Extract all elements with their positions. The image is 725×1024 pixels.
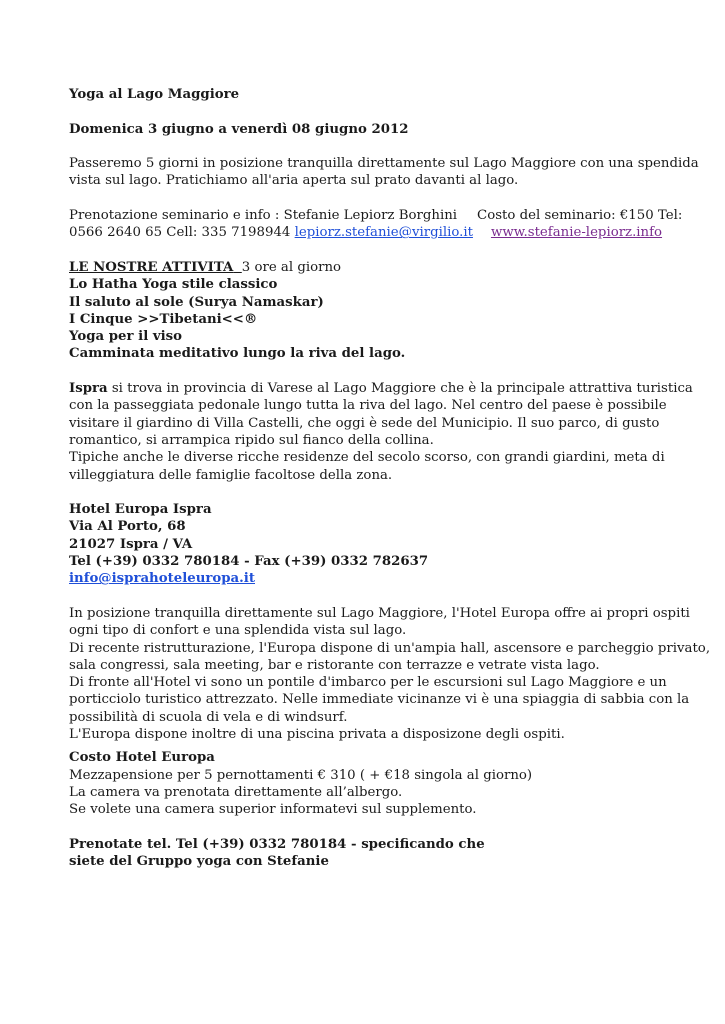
ispra-line: villeggiatura delle famiglie facoltose della zona. [69, 467, 393, 483]
ispra-line: con la passeggiata pedonale lungo tutta la riva del lago. Nel centro del paese è possibile [69, 398, 667, 414]
ispra-line: visitare il giardino di Villa Castelli, che oggi è sede del Municipio. Il suo parco, di gusto [69, 415, 660, 431]
booking-phones: 0566 2640 65 Cell: 335 7198944 [69, 225, 291, 241]
hotel-street: Via Al Porto, 68 [69, 519, 186, 535]
hotel-description-line: Di fronte all'Hotel vi sono un pontile d'imbarco per le escursioni sul Lago Maggiore e un [69, 675, 667, 691]
hotel-name: Hotel Europa Ispra [69, 502, 212, 518]
hotel-description-line: sala congressi, sala meeting, bar e ristorante con terrazze e vetrate vista lago. [69, 657, 600, 673]
closing-line: siete del Gruppo yoga con Stefanie [69, 854, 329, 870]
cost-line: Se volete una camera superior informatevi sul supplemento. [69, 802, 477, 818]
cost-heading: Costo Hotel Europa [69, 750, 215, 766]
activities-hours: 3 ore al giorno [241, 259, 342, 275]
cost-line: Mezzapensione per 5 pernottamenti € 310 ( + €18 singola al giorno) [69, 767, 533, 783]
activities-heading-line [69, 259, 669, 276]
activity-item: Il saluto al sole (Surya Namaskar) [69, 294, 324, 310]
intro-line: vista sul lago. Pratichiamo all'aria aperta sul prato davanti al lago. [69, 173, 519, 189]
hotel-city: 21027 Ispra / VA [69, 536, 193, 552]
ispra-text: si trova in provincia di Varese al Lago Maggiore che è la principale attrattiva turistica [107, 381, 693, 397]
ispra-name: Ispra [69, 381, 108, 397]
activity-item: Lo Hatha Yoga stile classico [69, 277, 278, 293]
activities-heading: LE NOSTRE ATTIVITA [69, 259, 234, 275]
ispra-line: romantico, si arrampica ripido sul fianco della collina. [69, 432, 434, 448]
booking-contact: Prenotazione seminario e info : Stefanie Lepiorz Borghini [69, 208, 458, 224]
booking-line-2 [69, 224, 669, 241]
hotel-email-link[interactable]: info@isprahoteleuropa.it [69, 571, 255, 587]
cost-line: La camera va prenotata direttamente all’albergo. [69, 784, 403, 800]
document-title: Yoga al Lago Maggiore [69, 87, 240, 102]
closing-line: Prenotate tel. Tel (+39) 0332 780184 - specificando che [69, 836, 485, 852]
intro-line: Passeremo 5 giorni in posizione tranquilla direttamente sul Lago Maggiore con una spendida [69, 156, 699, 172]
hotel-description-line: Di recente ristrutturazione, l'Europa dispone di un'ampia hall, ascensore e parcheggio privato, [69, 640, 711, 656]
hotel-description-line: ogni tipo di confort e una splendida vista sul lago. [69, 623, 407, 639]
document-page [69, 86, 711, 870]
hotel-description-line: porticciolo turistico attrezzato. Nelle immediate vicinanze vi è una spiaggia di sabbia con la [69, 692, 690, 708]
activity-item: I Cinque >>Tibetani<<® [69, 311, 258, 327]
seminar-cost: Costo del seminario: €150 Tel: [477, 208, 683, 224]
hotel-phone: Tel (+39) 0332 780184 - Fax (+39) 0332 782637 [69, 554, 429, 570]
activity-item: Camminata meditativo lungo la riva del lago. [69, 346, 406, 362]
hotel-description-line: In posizione tranquilla direttamente sul Lago Maggiore, l'Hotel Europa offre ai propri ospiti [69, 605, 690, 621]
website-link[interactable]: www.stefanie-lepiorz.info [490, 225, 663, 241]
ispra-line: Tipiche anche le diverse ricche residenze del secolo scorso, con grandi giardini, meta di [69, 450, 665, 466]
activity-item: Yoga per il viso [69, 329, 183, 345]
hotel-description-line: possibilità di scuola di vela e di windsurf. [69, 709, 348, 725]
ispra-line [69, 380, 693, 397]
event-dates: Domenica 3 giugno a venerdì 08 giugno 2012 [69, 121, 409, 137]
booking-email-link[interactable]: lepiorz.stefanie@virgilio.it [294, 225, 473, 241]
hotel-description-line: L'Europa dispone inoltre di una piscina privata a disposizone degli ospiti. [69, 726, 565, 742]
booking-line-1 [69, 207, 683, 224]
